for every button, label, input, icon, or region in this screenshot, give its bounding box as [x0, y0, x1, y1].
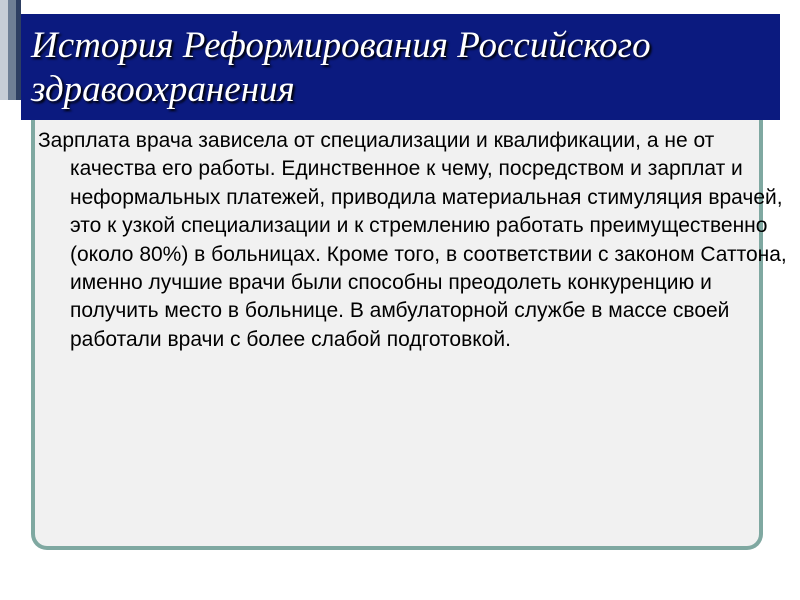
title-banner [21, 14, 780, 120]
slide-title: История Реформирования Российского здравоохранения [31, 25, 651, 110]
slide-body-text: Зарплата врача зависела от специализации и квалификации, а не от качества его работы. Единственное к чему, посредством и зарплат и неформальных платежей, приводила материальная стимуляция врачей, это к узкой специализации и к стремлению работать преимущественно (около 80%) в больницах. Кроме того, в соответствии с законом Саттона, именно лучшие врачи были способны преодолеть конкуренцию и получить место в больнице. В амбулаторной службе в массе своей работали врачи с более слабой подготовкой. [38, 129, 787, 351]
decorative-left-bar [0, 0, 21, 100]
